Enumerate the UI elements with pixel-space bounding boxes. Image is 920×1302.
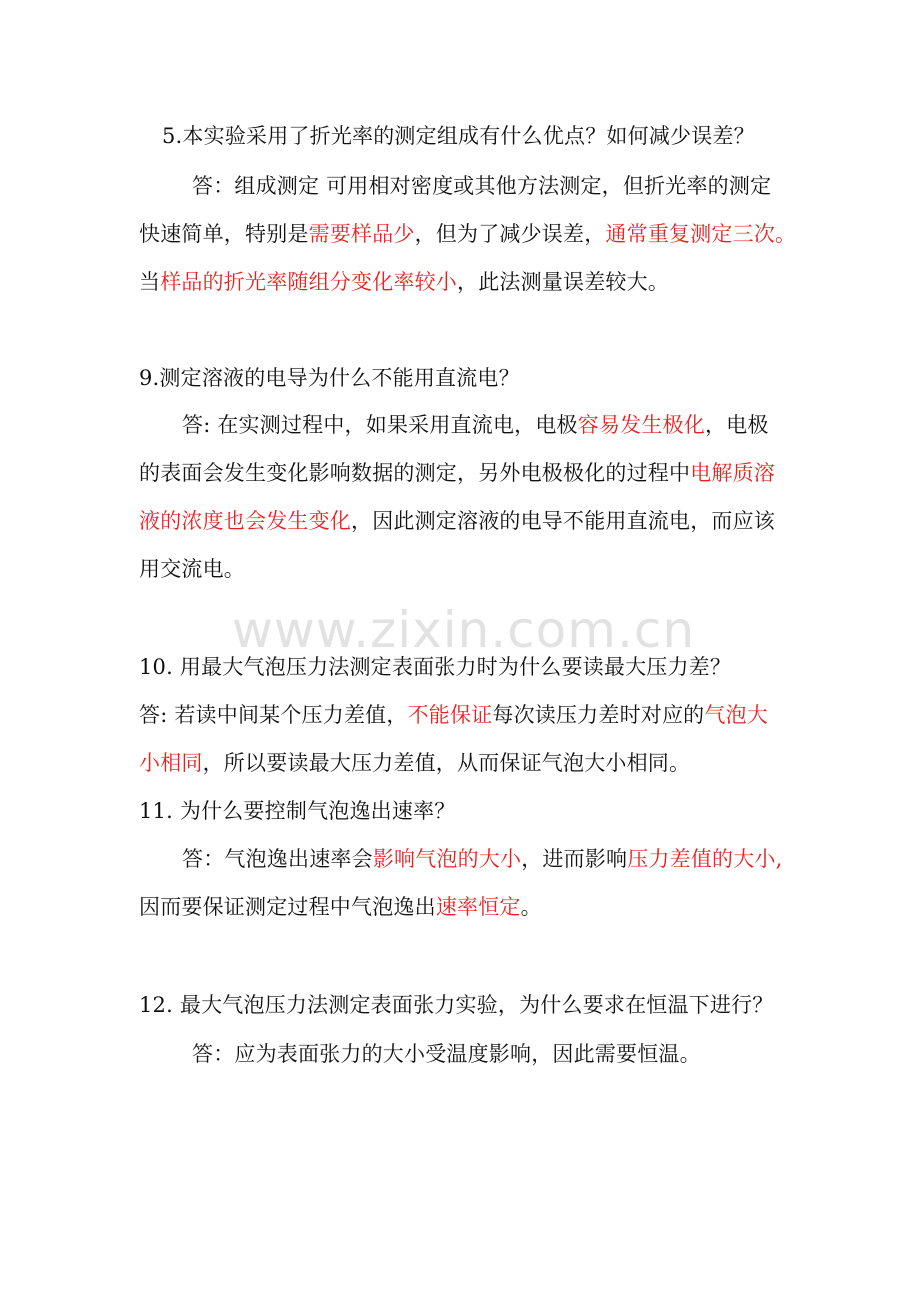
question-11-title: 11. 为什么要控制气泡逸出速率？	[139, 799, 456, 823]
answer-10-highlight: 不能保证	[407, 703, 493, 727]
answer-10-highlight: 气泡大	[704, 703, 768, 727]
question-9-title: 9.测定溶液的电导为什么不能用直流电？	[139, 366, 520, 390]
answer-9-text: 答: 在实测过程中，如果采用直流电，电极	[182, 413, 578, 437]
answer-11-text: ，进而影响	[521, 847, 628, 871]
answer-5-line-1: 答：组成测定 可用相对密度或其他方法测定，但折光率的测定	[192, 174, 772, 198]
answer-11-line-1	[182, 845, 783, 873]
answer-10-line-2	[139, 749, 690, 777]
answer-5-text: ，但为了减少误差，	[414, 222, 606, 246]
answer-9-text: ，因此测定溶液的电导不能用直流电，而应该	[351, 509, 775, 533]
answer-9-highlight: 容易发生极化	[577, 413, 705, 437]
answer-9-highlight: 电解质溶	[690, 461, 776, 485]
question-10-title: 10. 用最大气泡压力法测定表面张力时为什么要读最大压力差？	[139, 655, 732, 679]
answer-9-highlight: 液的浓度也会发生变化	[139, 509, 351, 533]
answer-5-text: 快速简单，特别是	[139, 222, 309, 246]
answer-12-line-1: 答：应为表面张力的大小受温度影响，因此需要恒温。	[192, 1042, 701, 1066]
answer-9-line-4: 用交流电。	[139, 557, 245, 581]
watermark-text: www.zixin.com.cn	[232, 601, 696, 659]
answer-11-highlight: 速率恒定	[435, 895, 521, 919]
answer-5-highlight: 样品的折光率随组分变化率较小	[160, 270, 458, 294]
answer-11-highlight: 压力差值的大小,	[627, 847, 783, 871]
answer-11-text: 。	[520, 895, 542, 919]
answer-9-text: 的表面会发生变化影响数据的测定，另外电极极化的过程中	[139, 461, 691, 485]
answer-10-text: 答: 若读中间某个压力差值，	[139, 703, 408, 727]
answer-5-line-2	[139, 220, 796, 248]
answer-9-line-3	[139, 507, 775, 535]
answer-9-line-2	[139, 459, 775, 487]
answer-5-highlight: 通常重复测定三次。	[605, 222, 797, 246]
answer-11-line-2	[139, 893, 542, 921]
answer-5-line-3	[139, 268, 669, 296]
answer-10-text: 每次读压力差时对应的	[492, 703, 705, 727]
question-12-title: 12. 最大气泡压力法测定表面张力实验，为什么要求在恒温下进行？	[139, 993, 774, 1017]
answer-11-text: 因而要保证测定过程中气泡逸出	[139, 895, 436, 919]
answer-5-highlight: 需要样品少	[308, 222, 415, 246]
answer-10-text: ，所以要读最大压力差值，从而保证气泡大小相同。	[202, 751, 691, 775]
answer-11-text: 答：气泡逸出速率会	[182, 847, 373, 871]
answer-5-text: ，此法测量误差较大。	[457, 270, 670, 294]
answer-10-line-1	[139, 701, 768, 729]
answer-5-text: 当	[139, 270, 161, 294]
answer-9-line-1	[182, 411, 769, 439]
answer-10-highlight: 小相同	[139, 751, 203, 775]
answer-9-text: ，电极	[704, 413, 769, 437]
question-5-title: 5.本实验采用了折光率的测定组成有什么优点？如何减少误差？	[162, 124, 755, 148]
answer-11-highlight: 影响气泡的大小	[372, 847, 522, 871]
